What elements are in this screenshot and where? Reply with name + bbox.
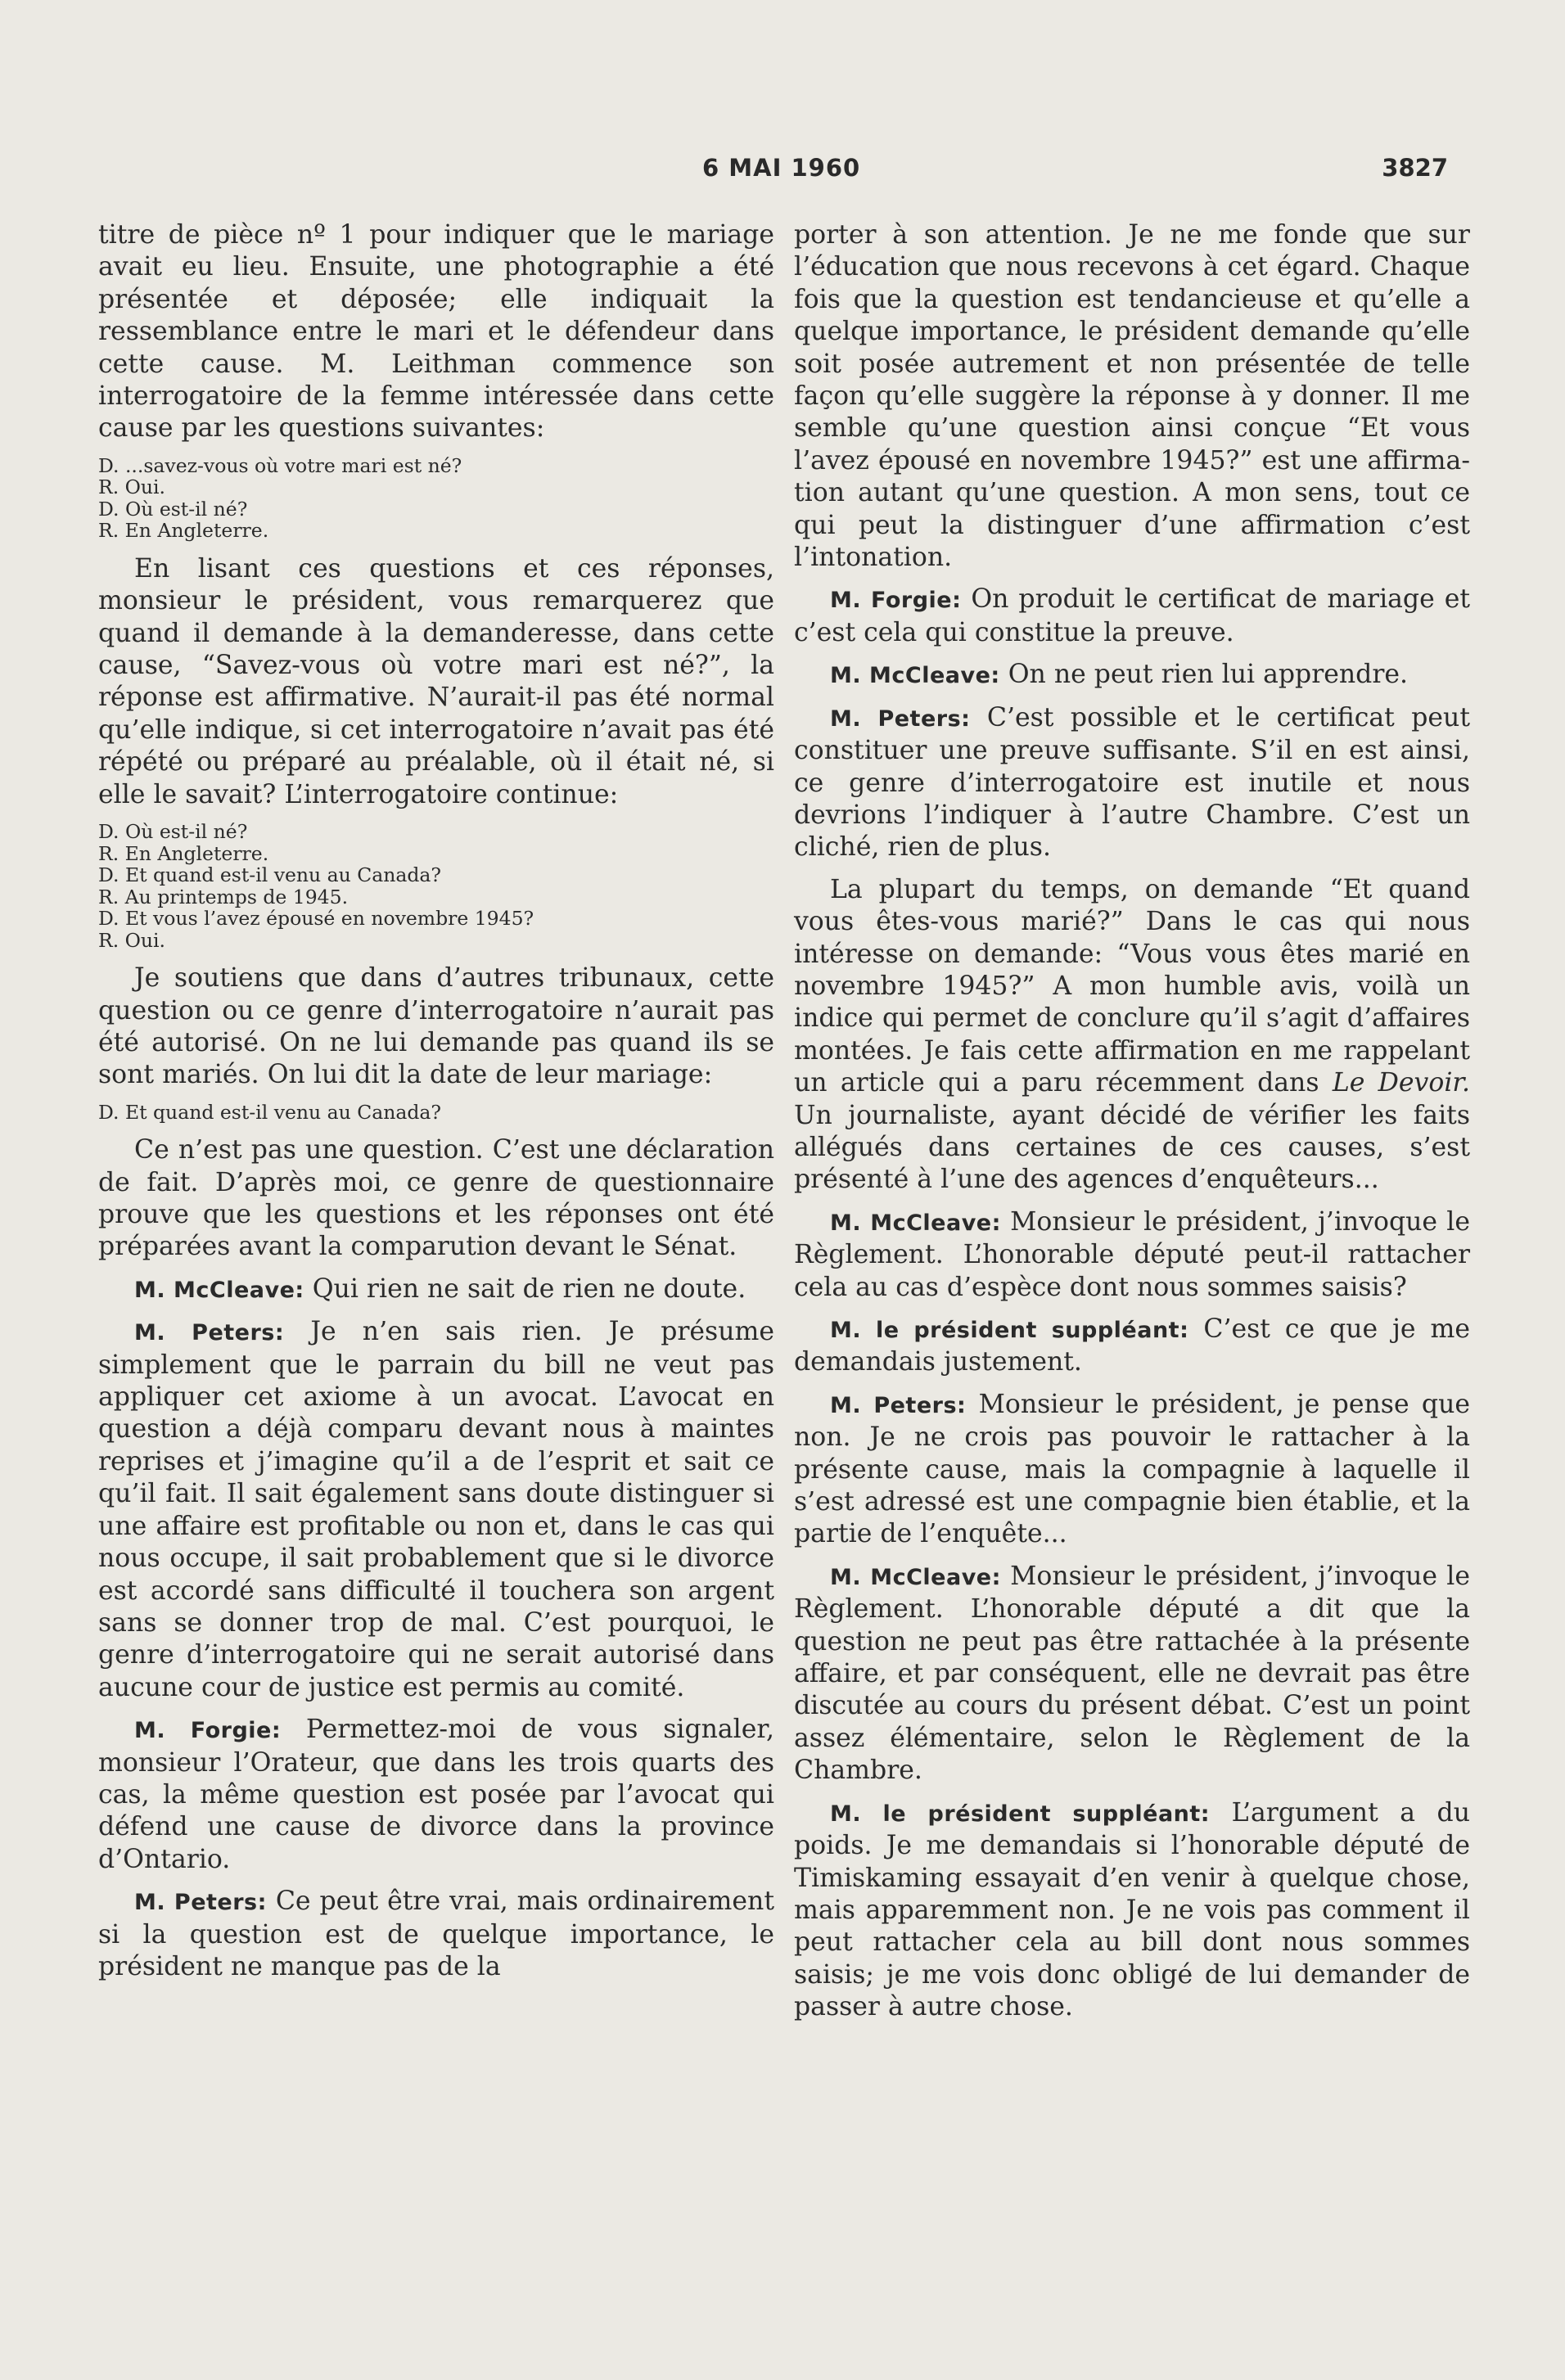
- qa-line: D. ...savez-vous où votre mari est né?: [98, 453, 462, 477]
- speech-text: On ne peut rien lui apprendre.: [1008, 660, 1409, 690]
- speaker-name: M. Peters:: [830, 1392, 967, 1418]
- paragraph: titre de pièce nº 1 pour indiquer que le mariage avait eu lieu. Ensuite, une photographie a été présentée et déposée; elle indiquait la ressemblance entre le mari et le défendeur dans cette cause. M. Leithman commence son interrogatoire de la femme intéressée dans cette cause par les questions suivantes:: [98, 220, 774, 444]
- speech: [794, 1314, 1470, 1379]
- speaker-name: M. McCleave:: [830, 1210, 1001, 1236]
- speaker-name: M. Forgie:: [134, 1718, 282, 1744]
- qa-line: R. Oui.: [98, 476, 166, 499]
- speech-text: Monsieur le président, j’invoque le Règlement. L’honorable député a dit que la question ne peut pas être rattachée à la présente affaire, et par conséquent, elle ne devrait pas être discutée au cours du présent débat. C’est un point assez élémentaire, selon le Règlement de la Chambre.: [794, 1561, 1470, 1786]
- qa-line: R. En Angleterre.: [98, 519, 269, 543]
- speaker-name: M. Peters:: [134, 1320, 285, 1346]
- speech-text: Monsieur le président, j’invoque le Règlement. L’honorable député peut-il rattacher cela au cas d’espèce dont nous sommes saisis?: [794, 1206, 1470, 1302]
- speaker-name: M. Forgie:: [830, 588, 962, 614]
- paragraph: Je soutiens que dans d’autres tribunaux, cette question ou ce genre d’interrogatoire n’aurait pas été autorisé. On ne lui demande pas quand ils se sont mariés. On lui dit la date de leur mariage:: [98, 963, 774, 1090]
- speech: [794, 1206, 1470, 1304]
- question-answer-block: [98, 455, 774, 542]
- speech-text: Ce peut être vrai, mais ordinairement si la question est de quelque importance, le président ne manque pas de la: [98, 1886, 774, 1981]
- speaker-name: M. Peters:: [830, 705, 971, 732]
- speech-text: Monsieur le président, je pense que non. Je ne crois pas pouvoir le rattacher à la présente cause, mais la compagnie à laquelle il s’est adressé est une compagnie bien établie, et la partie de l’enquête...: [794, 1389, 1470, 1549]
- paragraph: En lisant ces questions et ces réponses, monsieur le président, vous remarquerez que quand il demande à la demanderesse, dans cette cause, “Savez-vous où votre mari est né?”, la réponse est affirmative. N’aurait-il pas été normal qu’elle indique, si cet interrogatoire n’avait pas été répété ou préparé au préalable, où il était né, si elle le savait? L’interrogatoire continue:: [98, 553, 774, 809]
- speech-text: On produit le certificat de mariage et c’est cela qui constitue la preuve.: [794, 584, 1470, 647]
- paragraph-text: La plupart du temps, on demande “Et quand vous êtes-vous marié?” Dans le cas qui nous intéresse on demande: “Vous vous êtes marié en novembre 1945?” A mon humble avis, voilà un indice qui permet de conclure qu’il s’agit d’affaires montées. Je fais cette affirmation en me rappelant un article qui a paru récemment dans: [794, 874, 1470, 1098]
- left-column: [98, 219, 774, 1993]
- speech: [98, 1886, 774, 1983]
- speech-text: L’argument a du poids. Je me demandais si l’honorable député de Timiskaming essayait d’en venir à quelque chose, mais apparemment non. Je ne vois pas comment il peut rattacher cela au bill dont nous sommes saisis; je me vois donc obligé de lui demander de passer à autre chose.: [794, 1797, 1470, 2022]
- speaker-name: M. le président suppléant:: [830, 1318, 1189, 1343]
- speech: [794, 584, 1470, 649]
- speech-text: Qui rien ne sait de rien ne doute.: [312, 1273, 746, 1304]
- speaker-name: M. le président suppléant:: [830, 1801, 1211, 1827]
- paragraph: porter à son attention. Je ne me fonde que sur l’éducation que nous recevons à cet égard. Chaque fois que la question est tendancieuse et qu’elle a quelque importance, le président demande qu’elle soit posée autrement et non présentée de telle façon qu’elle suggère la réponse à y donner. Il me semble qu’une question ainsi conçue “Et vous l’avez épousé en novembre 1945?” est une affirmation autant qu’une question. A mon sens, tout ce qui peut la distinguer d’une affirmation c’est l’intonation.: [794, 220, 1470, 573]
- speech: [794, 1389, 1470, 1551]
- right-column: [794, 219, 1470, 2034]
- speaker-name: M. Peters:: [134, 1890, 267, 1916]
- speech: [98, 1273, 774, 1306]
- speech-text: C’est ce que je me demandais justement.: [794, 1314, 1470, 1377]
- paragraph-text: Un journaliste, ayant décidé de vérifier les faits allégués dans certaines de ces causes, s’est présenté à l’une des agences d’enquêteurs...: [794, 1100, 1470, 1195]
- speech: [794, 1561, 1470, 1787]
- speech: [98, 1316, 774, 1704]
- speech: [794, 659, 1470, 692]
- speech: [98, 1714, 774, 1876]
- qa-line: D. Où est-il né?: [98, 820, 248, 844]
- qa-line: D. Et quand est-il venu au Canada?: [98, 863, 442, 887]
- speaker-name: M. McCleave:: [830, 1564, 1001, 1590]
- qa-line: D. Et quand est-il venu au Canada?: [98, 1100, 442, 1124]
- speaker-name: M. McCleave:: [134, 1277, 304, 1303]
- running-header: [0, 154, 1565, 187]
- qa-line: D. Et vous l’avez épousé en novembre 1945?: [98, 907, 534, 931]
- speaker-name: M. McCleave:: [830, 663, 1000, 689]
- speech-text: C’est possible et le certificat peut constituer une preuve suffisante. S’il en est ainsi, ce genre d’interrogatoire est inutile et nous devrions l’indiquer à l’autre Chambre. C’est un cliché, rien de plus.: [794, 702, 1470, 863]
- speech-text: Permettez-moi de vous signaler, monsieur l’Orateur, que dans les trois quarts des cas, la même question est posée par l’avocat qui défend une cause de divorce dans la province d’Ontario.: [98, 1715, 774, 1874]
- speech-text: Je n’en sais rien. Je présume simplement que le parrain du bill ne veut pas appliquer cet axiome à un avocat. L’avocat en question a déjà comparu devant nous à maintes reprises et j’imagine qu’il a de l’esprit et sait ce qu’il fait. Il sait également sans doute distinguer si une affaire est profitable ou non et, dans le cas qui nous occupe, il sait probablement que si le divorce est accordé sans difficulté il touchera son argent sans se donner trop de mal. C’est pourquoi, le genre d’interrogatoire qui ne serait autorisé dans aucune cour de justice est permis au comité.: [98, 1317, 775, 1702]
- paragraph: Ce n’est pas une question. C’est une déclaration de fait. D’après moi, ce genre de questionnaire prouve que les questions et les réponses ont été préparées avant la comparution devant le Sénat.: [98, 1135, 774, 1262]
- speech: [794, 1797, 1470, 2024]
- question-answer-block: [98, 821, 774, 951]
- qa-line: R. En Angleterre.: [98, 841, 269, 865]
- paragraph: [794, 874, 1470, 1197]
- question-answer-block: [98, 1102, 774, 1124]
- newspaper-title: Le Devoir.: [1332, 1068, 1470, 1098]
- qa-line: R. Oui.: [98, 928, 166, 952]
- qa-line: R. Au printemps de 1945.: [98, 885, 349, 908]
- qa-line: D. Où est-il né?: [98, 497, 248, 521]
- speech: [794, 702, 1470, 864]
- page-number: 3827: [1382, 154, 1448, 182]
- header-date: 6 MAI 1960: [702, 154, 861, 182]
